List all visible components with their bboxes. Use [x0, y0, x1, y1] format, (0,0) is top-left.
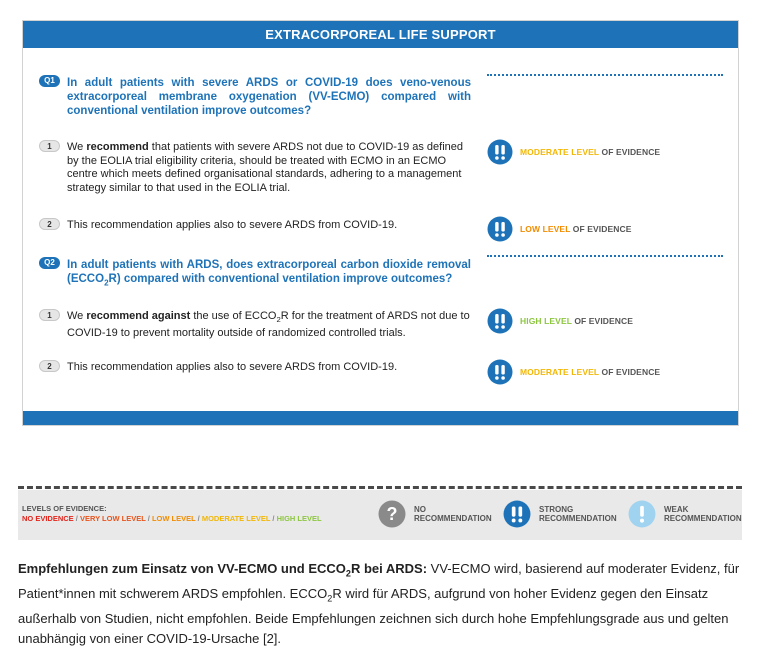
- strong-recommendation-icon: [487, 216, 513, 242]
- dashed-divider: [18, 486, 742, 489]
- legend-levels: NO EVIDENCE / VERY LOW LEVEL / LOW LEVEL / MODERATE LEVEL / HIGH LEVEL: [22, 514, 322, 523]
- legend-level: LOW LEVEL: [151, 514, 196, 523]
- question-text-q2: In adult patients with ARDS, does extracorporeal carbon dioxide removal $(ECCO_2R)$ compared with conventional ventilation improve outcomes?: [67, 259, 471, 288]
- legend-level: VERY LOW LEVEL: [79, 514, 146, 523]
- evidence-level: HIGH LEVEL: [520, 316, 572, 326]
- evidence-label: MODERATE LEVEL OF EVIDENCE: [520, 147, 661, 157]
- strong-recommendation-icon: [487, 359, 513, 385]
- legend-item-weak-recommendation: [628, 499, 742, 529]
- guideline-panel: [22, 20, 739, 426]
- legend: [18, 490, 742, 540]
- question-badge-q2: Q2: [39, 257, 60, 269]
- legend-item-strong-recommendation: [503, 499, 617, 529]
- question-mark-icon: [378, 500, 406, 528]
- legend-item-label: STRONG RECOMMENDATION: [539, 505, 617, 523]
- evidence-label: LOW LEVEL OF EVIDENCE: [520, 224, 632, 234]
- legend-level: HIGH LEVEL: [276, 514, 322, 523]
- caption-title: Empfehlungen zum Einsatz von VV-ECMO und $ECCO_2R$ bei ARDS:: [18, 561, 428, 579]
- evidence-indicator: [487, 138, 660, 166]
- question-badge-q1: Q1: [39, 75, 60, 87]
- panel-title: EXTRACORPOREAL LIFE SUPPORT: [23, 21, 738, 48]
- legend-item-label: NO RECOMMENDATION: [414, 505, 492, 523]
- divider: [487, 255, 723, 257]
- strong-recommendation-icon: [503, 500, 531, 528]
- recommendation-text: We recommend against the use of $ECCO_2R$ for the treatment of ARDS not due to COVID-19 to prevent mortality outside of randomized controlled trials.: [67, 310, 470, 339]
- evidence-indicator: [487, 215, 632, 243]
- evidence-label: MODERATE LEVEL OF EVIDENCE: [520, 367, 661, 377]
- recommendation-badge: 1: [39, 309, 60, 321]
- evidence-level: LOW LEVEL: [520, 224, 571, 234]
- evidence-level: MODERATE LEVEL: [520, 367, 600, 377]
- weak-recommendation-icon: [628, 500, 656, 528]
- recommendation-badge: 2: [39, 360, 60, 372]
- evidence-indicator: [487, 307, 633, 335]
- recommendation-text: This recommendation applies also to severe ARDS from COVID-19.: [67, 219, 398, 231]
- panel-footer-bar: [23, 411, 738, 425]
- legend-item-label: WEAK RECOMMENDATION: [664, 505, 742, 523]
- recommendation-badge: 2: [39, 218, 60, 230]
- recommendation-badge: 1: [39, 140, 60, 152]
- svg-text:?: ?: [386, 504, 398, 524]
- recommendation-text: This recommendation applies also to severe ARDS from COVID-19.: [67, 361, 398, 373]
- figure-caption: Empfehlungen zum Einsatz von VV-ECMO und $ECCO_2R$ bei ARDS: VV-ECMO wird, basierend auf moderater Evidenz, für Patient*innen mit schwerem ARDS empfohlen. $ECCO_2R$ wird für ARDS, aufgrund von hoher Evidenz gegen den Einsatz außerhalb von Studien, nicht empfohlen. Beide Empfehlungen zeichnen sich durch hohe Empfehlungsgrade aus und gelten unabhängig von einer COVID-19-Ursache [2].: [18, 561, 740, 646]
- legend-level: MODERATE LEVEL: [201, 514, 271, 523]
- evidence-indicator: [487, 358, 660, 386]
- recommendation-text: We recommend that patients with severe ARDS not due to COVID-19 as defined by the EOLIA trial eligibility criteria, should be treated with ECMO in an ECMO centre which meets defined organisational standards, adhering to a management strategy similar to that used in the EOLIA trial.: [67, 141, 464, 194]
- divider: [487, 74, 723, 76]
- legend-title: LEVELS OF EVIDENCE:: [22, 504, 107, 513]
- evidence-level: MODERATE LEVEL: [520, 147, 600, 157]
- legend-level: NO EVIDENCE: [22, 514, 74, 523]
- question-text-q1: In adult patients with severe ARDS or COVID-19 does veno-venous extracorporeal membrane oxygenation (VV-ECMO) compared with conventional ventilation improve outcomes?: [67, 77, 471, 117]
- strong-recommendation-icon: [487, 139, 513, 165]
- strong-recommendation-icon: [487, 308, 513, 334]
- legend-item-no-recommendation: [378, 499, 492, 529]
- evidence-label: HIGH LEVEL OF EVIDENCE: [520, 316, 634, 326]
